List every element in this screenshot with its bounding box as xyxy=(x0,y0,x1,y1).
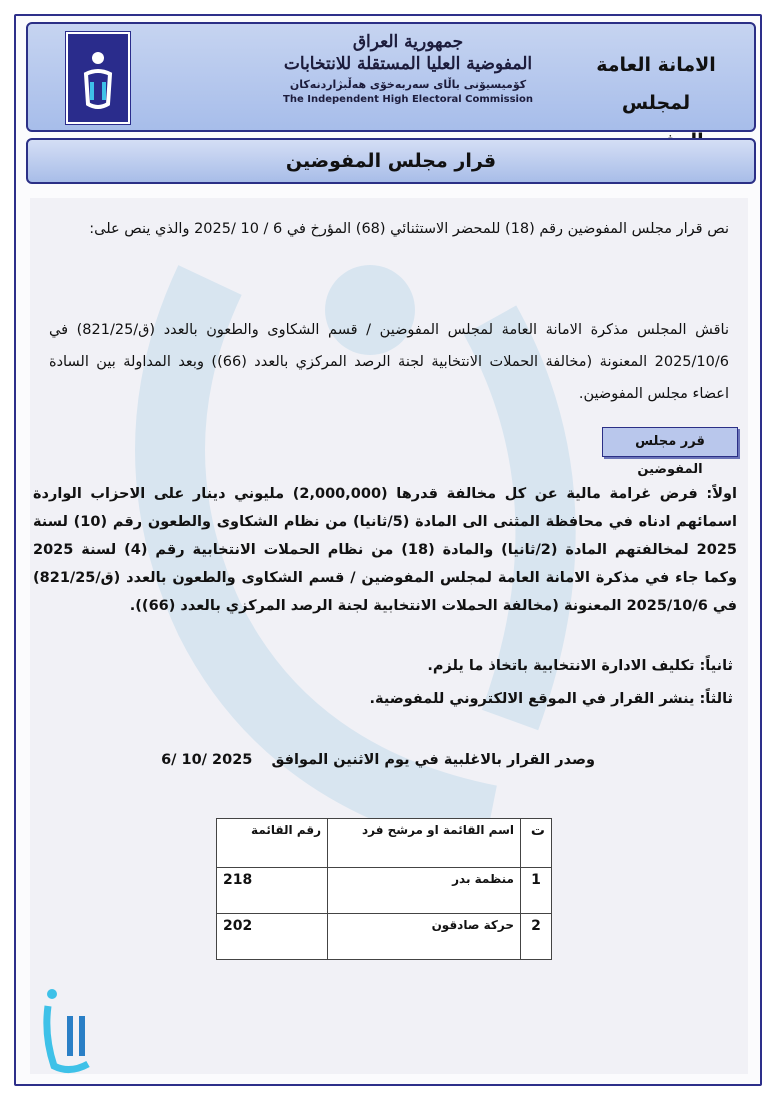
row-list-number: 202 xyxy=(217,914,328,960)
commission-name xyxy=(278,32,538,105)
commission-logo xyxy=(66,32,130,124)
commission-name-arabic: المفوضية العليا المستقلة للانتخابات xyxy=(283,54,533,74)
secretariat-line2: لمجلس xyxy=(621,92,691,114)
table-row xyxy=(217,914,552,960)
decision-badge: قرر مجلس المفوضين xyxy=(602,427,738,457)
column-header-number: ت xyxy=(521,819,552,868)
issue-statement xyxy=(161,752,595,768)
table-row xyxy=(217,868,552,914)
commission-name-english: The Independent High Electoral Commission xyxy=(283,94,533,105)
column-header-list-number: رقم القائمة xyxy=(217,819,328,868)
decision-third: ثالثاً: ينشر القرار في الموقع الالكتروني للمفوضية. xyxy=(369,691,733,707)
letterhead xyxy=(26,22,756,132)
country-name: جمهورية العراق xyxy=(352,32,464,52)
row-name: منظمة بدر xyxy=(328,868,521,914)
decision-intro: نص قرار مجلس المفوضين رقم (18) للمحضر الاستثنائي (68) المؤرخ في 6 / 10 /2025 والذي ينص على: xyxy=(89,221,729,237)
secretariat-line1: الامانة العامة xyxy=(596,54,716,76)
decision-first: اولاً: فرض غرامة مالية عن كل مخالفة قدرها (2,000,000) مليوني دينار على الاحزاب الواردة اسمائهم ادناه في محافظة المثنى الى المادة (5/ثانيا) من نظام الشكاوى والطعون رقم (10) لسنة 2025 لمخالفتهم المادة (2/ثانيا) والمادة (18) من نظام الحملات الانتخابية رقم (4) لسنة 2025 وكما جاء في مذكرة الامانة العامة لمجلس المفوضين / قسم الشكاوى والطعون بالعدد (ق/821/25) في 2025/10/6 المعنونة (مخالفة الحملات الانتخابية لجنة الرصد المركزي بالعدد (66)). xyxy=(33,486,738,614)
decision-list xyxy=(53,650,733,716)
issue-text: وصدر القرار بالاغلبية في يوم الاثنين الموافق xyxy=(271,752,595,768)
row-list-number: 218 xyxy=(217,868,328,914)
column-header-name: اسم القائمة او مرشح فرد xyxy=(328,819,521,868)
row-number: 1 xyxy=(521,868,552,914)
row-name: حركة صادقون xyxy=(328,914,521,960)
discussion-paragraph: ناقش المجلس مذكرة الامانة العامة لمجلس المفوضين / قسم الشكاوى والطعون بالعدد (ق/821/25) في 2025/10/6 المعنونة (مخالفة الحملات الانتخابية لجنة الرصد المركزي بالعدد (66)) وبعد المداولة بين السادة اعضاء مجلس المفوضين. xyxy=(49,322,729,402)
candidates-table xyxy=(216,818,552,960)
document-title: قرار مجلس المفوضين xyxy=(26,138,756,184)
row-number: 2 xyxy=(521,914,552,960)
footer-logo-icon xyxy=(40,986,100,1076)
decision-second: ثانياً: تكليف الادارة الانتخابية باتخاذ ما يلزم. xyxy=(427,658,733,674)
commission-name-kurdish: كۆمیسیۆنی باڵای سەربەخۆی هەڵبژاردنەکان xyxy=(289,78,527,91)
table-header-row xyxy=(217,819,552,868)
issue-date: 6/ 10/ 2025 xyxy=(161,752,253,768)
